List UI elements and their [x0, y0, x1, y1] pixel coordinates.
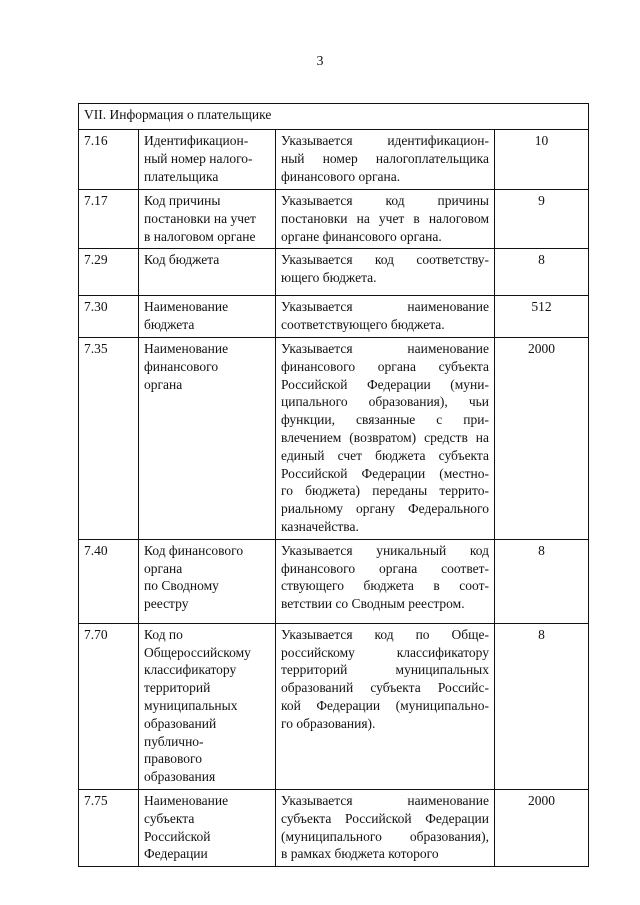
field-description	[276, 539, 495, 623]
field-name	[139, 539, 276, 623]
field-number: 7.75	[79, 789, 139, 866]
field-name-line: по Сводному	[144, 578, 219, 594]
field-name-line: Наименование	[144, 340, 229, 356]
table-row	[79, 190, 589, 249]
field-description	[276, 789, 495, 866]
field-length: 9	[495, 190, 589, 249]
field-description	[276, 296, 495, 338]
field-name-line: образований	[144, 715, 217, 731]
field-name-line: классификатору	[144, 662, 237, 678]
payer-info-table	[78, 103, 589, 867]
field-description-line: Указывается наименование	[281, 340, 489, 356]
field-description-line: территорий муниципальных	[281, 662, 489, 678]
field-name-line: Общероссийскому	[144, 644, 251, 660]
field-name	[139, 789, 276, 866]
field-number: 7.40	[79, 539, 139, 623]
field-length: 2000	[495, 337, 589, 539]
field-description-line: ный номер налогоплательщика	[281, 150, 489, 166]
field-description	[276, 249, 495, 296]
field-description-line: постановки на учет в налоговом	[281, 210, 489, 226]
field-number: 7.16	[79, 130, 139, 190]
field-description-line: образований субъекта Российс-	[281, 680, 489, 696]
field-name-line: реестру	[144, 596, 189, 612]
field-description-line: в рамках бюджета которого	[281, 846, 439, 862]
table-row	[79, 337, 589, 539]
field-length: 8	[495, 249, 589, 296]
field-description-line: российскому классификатору	[281, 644, 489, 660]
field-description-line: риальному органу Федерального	[281, 501, 489, 517]
field-description-line: ципального образования), чьи	[281, 394, 489, 410]
field-description-line: Российской Федерации (местно-	[281, 465, 489, 481]
field-description-line: органе финансового органа.	[281, 228, 442, 244]
field-number: 7.29	[79, 249, 139, 296]
field-description-line: го образования).	[281, 715, 376, 731]
field-description-line: казначейства.	[281, 518, 359, 534]
field-name-line: органа	[144, 560, 183, 576]
field-number: 7.70	[79, 623, 139, 789]
field-name-line: Наименование	[144, 299, 229, 315]
field-name	[139, 190, 276, 249]
field-description-line: ющего бюджета.	[281, 270, 377, 286]
field-name	[139, 249, 276, 296]
field-name	[139, 130, 276, 190]
table-row	[79, 623, 589, 789]
field-name-line: Код по	[144, 626, 183, 642]
field-length: 2000	[495, 789, 589, 866]
field-name-line: бюджета	[144, 317, 195, 333]
field-description-line: кой Федерации (муниципально-	[281, 697, 489, 713]
field-description-line: единый счет бюджета субъекта	[281, 447, 489, 463]
table-row	[79, 249, 589, 296]
field-name-line: Код бюджета	[144, 252, 220, 268]
field-description	[276, 190, 495, 249]
field-description-line: Указывается код причины	[281, 193, 489, 208]
field-name	[139, 623, 276, 789]
field-name-line: органа	[144, 376, 183, 392]
field-description-line: Указывается наименование	[281, 299, 489, 315]
field-name-line: Федерации	[144, 846, 208, 862]
field-name-line: Идентификацион-	[144, 133, 249, 148]
field-name	[139, 337, 276, 539]
section-title: VII. Информация о плательщике	[79, 104, 589, 130]
field-name-line: постановки на учет	[144, 210, 256, 226]
field-name-line: плательщика	[144, 168, 219, 184]
table-row	[79, 789, 589, 866]
field-length: 10	[495, 130, 589, 190]
field-description-line: Российской Федерации (муни-	[281, 376, 489, 392]
field-name-line: Код причины	[144, 193, 221, 208]
field-number: 7.35	[79, 337, 139, 539]
page-number: 3	[316, 54, 324, 69]
field-name-line: ный номер налого-	[144, 150, 253, 166]
table-row	[79, 130, 589, 190]
field-name-line: финансового	[144, 358, 219, 374]
field-name-line: Код финансового	[144, 542, 244, 558]
field-description	[276, 130, 495, 190]
field-length: 8	[495, 539, 589, 623]
field-number: 7.17	[79, 190, 139, 249]
field-name-line: правового	[144, 751, 202, 767]
field-name-line: муниципальных	[144, 697, 238, 713]
field-number: 7.30	[79, 296, 139, 338]
field-description-line: Указывается идентификацион-	[281, 133, 489, 148]
field-description-line: финансового органа субъекта	[281, 358, 489, 374]
section-header-row	[79, 104, 589, 130]
field-description-line: субъекта Российской Федерации	[281, 810, 489, 826]
field-name-line: Наименование	[144, 792, 229, 808]
field-description-line: ствующего бюджета в соот-	[281, 578, 489, 594]
field-description-line: го бюджета) переданы террито-	[281, 483, 489, 499]
field-description	[276, 623, 495, 789]
field-description-line: финансового органа.	[281, 168, 401, 184]
table-row	[79, 296, 589, 338]
field-description-line: функции, связанные с при-	[281, 412, 489, 428]
field-description-line: финансового органа соответ-	[281, 560, 489, 576]
field-name-line: образования	[144, 769, 216, 785]
field-description-line: (муниципального образования),	[281, 828, 489, 844]
field-description-line: Указывается наименование	[281, 792, 489, 808]
field-description	[276, 337, 495, 539]
field-length: 512	[495, 296, 589, 338]
table-row	[79, 539, 589, 623]
field-name-line: субъекта	[144, 810, 195, 826]
field-description-line: влечением (возвратом) средств на	[281, 429, 489, 445]
field-name-line: в налоговом органе	[144, 228, 256, 244]
field-name	[139, 296, 276, 338]
field-name-line: публично-	[144, 733, 204, 749]
field-description-line: Указывается уникальный код	[281, 542, 489, 558]
field-description-line: ветствии со Сводным реестром.	[281, 596, 465, 612]
field-description-line: Указывается код по Обще-	[281, 626, 489, 642]
field-name-line: территорий	[144, 680, 211, 696]
field-length: 8	[495, 623, 589, 789]
field-name-line: Российской	[144, 828, 211, 844]
field-description-line: соответствующего бюджета.	[281, 317, 445, 333]
field-description-line: Указывается код соответству-	[281, 252, 489, 268]
